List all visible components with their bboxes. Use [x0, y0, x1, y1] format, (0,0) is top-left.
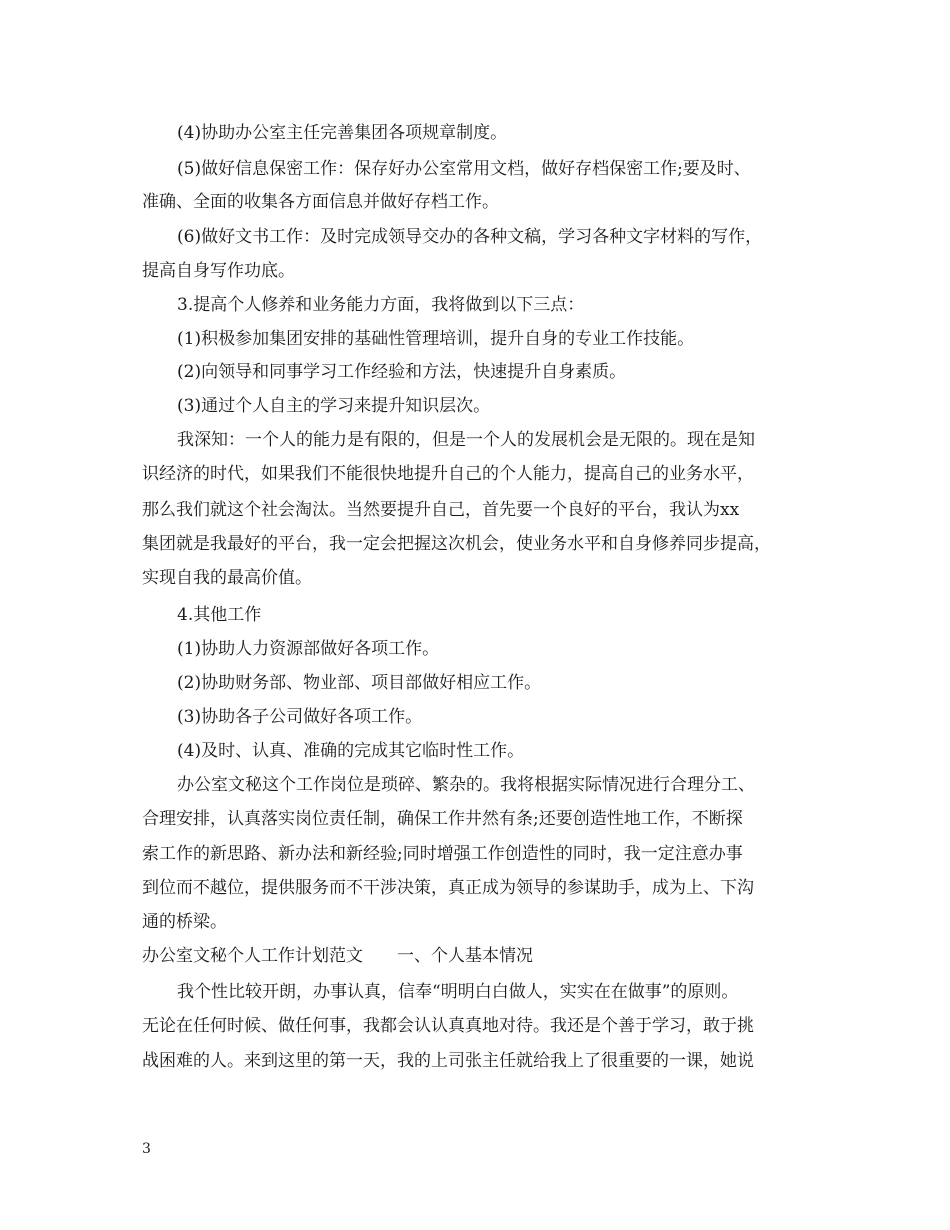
text-line: (3)协助各子公司做好各项工作。 — [177, 707, 423, 727]
text-line: 到位而不越位，提供服务而不干涉决策，真正成为领导的参谋助手，成为上、下沟 — [142, 878, 754, 898]
text-line: 合理安排，认真落实岗位责任制，确保工作井然有条;还要创造性地工作，不断探 — [142, 809, 743, 829]
text-line: 无论在任何时候、做任何事，我都会认认真真地对待。我还是个善于学习，敢于挑 — [142, 1016, 754, 1036]
text-line: (1)协助人力资源部做好各项工作。 — [177, 639, 440, 659]
text-line: (4)协助办公室主任完善集团各项规章制度。 — [177, 123, 508, 143]
text-line: (1)积极参加集团安排的基础性管理培训，提升自身的专业工作技能。 — [177, 329, 695, 349]
section-heading: 4.其他工作 — [177, 605, 262, 625]
text-line: (3)通过个人自主的学习来提升知识层次。 — [177, 396, 491, 416]
text-line: 办公室文秘这个工作岗位是琐碎、繁杂的。我将根据实际情况进行合理分工、 — [177, 775, 755, 795]
section-heading: 3.提高个人修养和业务能力方面，我将做到以下三点： — [177, 295, 585, 315]
text-line: (2)向领导和同事学习工作经验和方法，快速提升自身素质。 — [177, 362, 627, 382]
text-line: 索工作的新思路、新办法和新经验;同时增强工作创造性的同时，我一定注意办事 — [142, 844, 743, 864]
text-line: 我深知：一个人的能力是有限的，但是一个人的发展机会是无限的。现在是知 — [177, 430, 755, 450]
text-line: (4)及时、认真、准确的完成其它临时性工作。 — [177, 741, 525, 761]
text-line: 我个性比较开朗，办事认真，信奉“明明白白做人，实实在在做事”的原则。 — [177, 982, 739, 1002]
text-line: 通的桥梁。 — [142, 912, 227, 932]
text-line: (2)协助财务部、物业部、项目部做好相应工作。 — [177, 673, 542, 693]
text-line: 实现自我的最高价值。 — [142, 568, 312, 588]
text-line: 识经济的时代，如果我们不能很快地提升自己的个人能力，提高自己的业务水平， — [142, 464, 754, 484]
text-line: (6)做好文书工作：及时完成领导交办的各种文稿，学习各种文字材料的写作， — [177, 227, 763, 247]
text-line: 提高自身写作功底。 — [142, 261, 295, 281]
section-heading: 办公室文秘个人工作计划范文 一、个人基本情况 — [142, 946, 533, 966]
text-line: 集团就是我最好的平台，我一定会把握这次机会，使业务水平和自身修养同步提高， — [142, 534, 771, 554]
text-line: 那么我们就这个社会淘汰。当然要提升自己，首先要一个良好的平台，我认为xx — [142, 500, 740, 520]
page-number: 3 — [142, 1141, 151, 1157]
text-line: 准确、全面的收集各方面信息并做好存档工作。 — [142, 192, 499, 212]
text-line: (5)做好信息保密工作：保存好办公室常用文档，做好存档保密工作;要及时、 — [177, 159, 751, 179]
text-line: 战困难的人。来到这里的第一天，我的上司张主任就给我上了很重要的一课，她说 — [142, 1051, 754, 1071]
